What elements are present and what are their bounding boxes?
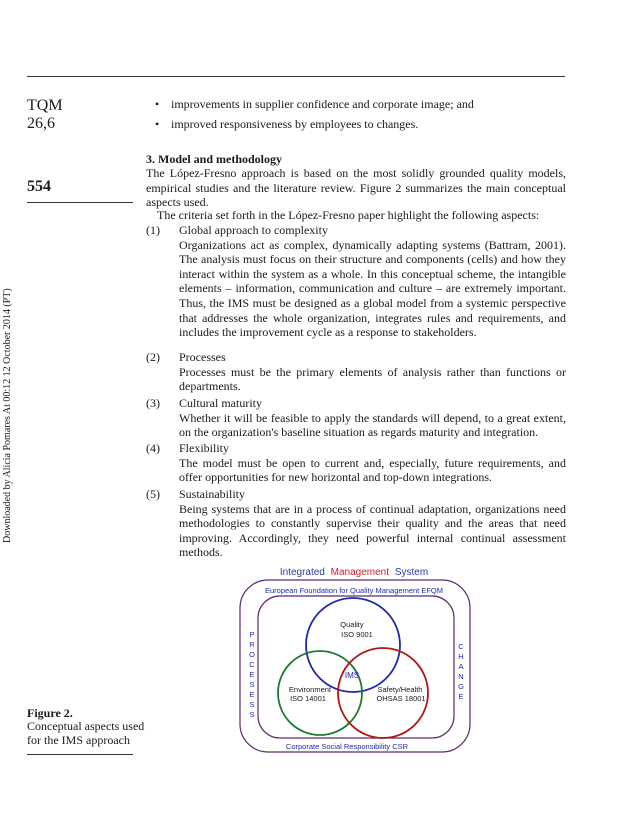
environment-standard: ISO 14001	[290, 694, 326, 703]
item-number: (4)	[146, 441, 160, 455]
item-number: (1)	[146, 223, 160, 237]
item-title: Processes	[179, 350, 226, 364]
title-word-system: System	[394, 567, 429, 578]
title-word-integrated: Integrated	[279, 567, 325, 578]
efqm-label: European Foundation for Quality Management EFQM	[264, 586, 444, 595]
change-letter: H	[458, 652, 464, 661]
quality-label	[340, 620, 373, 639]
item-body: The model must be open to current and, especially, future requirements, and offer opportunities for new horizontal and top-down integrations.	[179, 455, 566, 485]
bullet-item: improvements in supplier confidence and corporate image; and	[171, 97, 474, 111]
environment-name: Environment	[288, 685, 332, 694]
item-body: Processes must be the primary elements of analysis rather than functions or departments.	[179, 364, 566, 394]
diagram-title	[280, 567, 428, 578]
change-letter: C	[458, 642, 464, 651]
title-word-management: Management	[330, 567, 390, 578]
processes-letter: E	[249, 690, 255, 699]
csr-label: Corporate Social Responsibility CSR	[285, 742, 409, 751]
download-note: Downloaded by Alicia Pomares At 00:12 12 October 2014 (PT)	[2, 288, 13, 543]
bullet-item: improved responsiveness by employees to changes.	[171, 117, 419, 131]
processes-letter: S	[249, 710, 255, 719]
item-number: (2)	[146, 350, 160, 364]
change-letter: G	[458, 682, 464, 691]
processes-label	[249, 630, 255, 719]
item-body: Organizations act as complex, dynamically adapting systems (Battram, 2001). The analysis must focus on their structure and components (cells) and how they interact within the system as a whole. In this conceptual scheme, the intangible elements – information, communication and culture – are extremely important. Thus, the IMS must be designed as a global model from a systemic perspective that addresses the whole organization, integrates rules and requirements, and includes the improvement cycle as a response to stakeholders.	[179, 237, 566, 340]
environment-label	[289, 685, 333, 703]
processes-letter: S	[249, 680, 255, 689]
page-number: 554	[27, 178, 51, 195]
item-title: Cultural maturity	[179, 396, 262, 410]
item-body: Whether it will be feasible to apply the standards will depend, to a great extent, on the organization's baseline situation as regards maturity and integration.	[179, 410, 566, 440]
processes-letter: S	[249, 700, 255, 709]
section-heading: 3. Model and methodology	[146, 152, 283, 166]
item-body: Being systems that are in a process of continual adaptation, organizations need methodologies to constantly supervise their quality and the areas that need improving. Accordingly, they need powerful internal continual assessment methods.	[179, 501, 566, 560]
journal-name: TQM	[27, 97, 63, 114]
quality-name: Quality	[340, 620, 364, 629]
change-label	[458, 642, 464, 701]
safety-label	[376, 685, 425, 703]
section-intro: The López-Fresno approach is based on the most solidly grounded quality models, empirical studies and the literature review. Figure 2 summarizes the main conceptual aspects used.	[146, 166, 566, 210]
figure-label: Figure 2.	[27, 706, 73, 720]
quality-standard: ISO 9001	[341, 630, 373, 639]
safety-standard: OHSAS 18001	[376, 694, 426, 703]
processes-letter: R	[249, 640, 255, 649]
processes-letter: O	[249, 650, 255, 659]
item-number: (3)	[146, 396, 160, 410]
item-title: Flexibility	[179, 441, 230, 455]
ims-label: IMS	[344, 671, 360, 680]
processes-letter: E	[249, 670, 255, 679]
processes-letter: C	[249, 660, 255, 669]
item-number: (5)	[146, 487, 160, 501]
section-lead: The criteria set forth in the López-Fresno paper highlight the following aspects:	[157, 208, 540, 222]
item-title: Sustainability	[179, 487, 245, 501]
bullet-dot: •	[155, 97, 160, 111]
change-letter: E	[458, 692, 464, 701]
change-letter: A	[458, 662, 464, 671]
change-letter: N	[458, 672, 464, 681]
item-title: Global approach to complexity	[179, 223, 328, 237]
journal-volume: 26,6	[27, 115, 55, 132]
safety-name: Safety/Health	[377, 685, 423, 694]
bullet-dot: •	[155, 117, 160, 131]
figure-caption: Conceptual aspects used for the IMS approach	[27, 719, 145, 747]
outer-frame	[240, 580, 470, 752]
processes-letter: P	[249, 630, 255, 639]
